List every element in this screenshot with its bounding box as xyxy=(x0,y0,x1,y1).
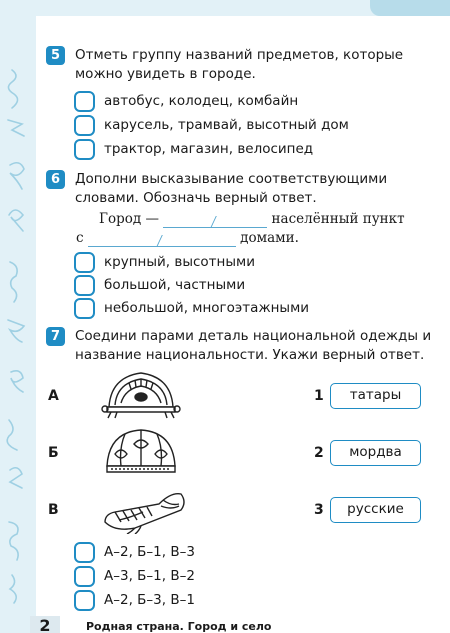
nationality-number: 3 xyxy=(314,502,324,518)
task-number-badge: 5 xyxy=(46,46,65,65)
chapter-title: Родная страна. Город и село xyxy=(86,620,272,633)
nationality-number: 1 xyxy=(314,388,324,404)
answer-checkbox[interactable] xyxy=(74,298,95,319)
nationality-number: 2 xyxy=(314,445,324,461)
worksheet xyxy=(46,0,441,633)
answer-label: А–2, Б–1, В–3 xyxy=(104,544,195,560)
answer-option[interactable] xyxy=(74,138,313,160)
answer-option[interactable] xyxy=(74,297,309,319)
blank-field-2[interactable] xyxy=(88,233,236,247)
answer-option[interactable] xyxy=(74,251,255,273)
answer-checkbox[interactable] xyxy=(74,91,95,112)
item-letter: А xyxy=(48,388,59,404)
answer-label: автобус, колодец, комбайн xyxy=(104,93,299,109)
tatar-skullcap-icon xyxy=(101,424,181,476)
answer-option[interactable] xyxy=(74,565,195,587)
task-question: Соедини парами деталь национальной одежды и название национальности. Укажи верный ответ. xyxy=(75,328,432,363)
answer-label: А–2, Б–3, В–1 xyxy=(104,592,195,608)
nationality-box: мордва xyxy=(330,440,421,466)
answer-label: большой, частными xyxy=(104,277,246,293)
fill-in-sentence-line-2 xyxy=(76,229,299,247)
answer-checkbox[interactable] xyxy=(74,590,95,611)
mordovian-shoe-icon xyxy=(101,484,189,534)
fill-in-sentence-line-1 xyxy=(99,210,405,228)
answer-option[interactable] xyxy=(74,114,349,136)
answer-checkbox[interactable] xyxy=(74,139,95,160)
answer-checkbox[interactable] xyxy=(74,275,95,296)
sentence-text: Город — xyxy=(99,211,159,227)
task-number-badge: 6 xyxy=(46,170,65,189)
answer-label: карусель, трамвай, высотный дом xyxy=(104,117,349,133)
nationality-box: татары xyxy=(330,383,421,409)
blank-field-1[interactable] xyxy=(163,214,267,228)
sentence-text: с xyxy=(76,230,84,246)
sentence-text: населённый пункт xyxy=(271,211,405,227)
task-question: Дополни высказывание соответствующими словами. Обозначь верный ответ. xyxy=(75,171,388,206)
item-letter: Б xyxy=(48,445,59,461)
answer-label: трактор, магазин, велосипед xyxy=(104,141,314,157)
task-question: Отметь группу названий предметов, которые можно увидеть в городе. xyxy=(75,47,404,82)
item-letter: В xyxy=(48,502,59,518)
answer-label: А–3, Б–1, В–2 xyxy=(104,568,195,584)
answer-option[interactable] xyxy=(74,90,298,112)
answer-label: крупный, высотными xyxy=(104,254,255,270)
answer-checkbox[interactable] xyxy=(74,252,95,273)
left-margin-decoration xyxy=(0,0,36,633)
handwriting-decoration-icon xyxy=(0,0,36,633)
answer-checkbox[interactable] xyxy=(74,542,95,563)
answer-option[interactable] xyxy=(74,541,195,563)
answer-option[interactable] xyxy=(74,274,245,296)
page-number: 2 xyxy=(30,616,60,633)
sentence-text: домами. xyxy=(240,230,299,246)
answer-checkbox[interactable] xyxy=(74,566,95,587)
kokoshnik-headdress-icon xyxy=(101,367,181,421)
nationality-box: русские xyxy=(330,497,421,523)
answer-label: небольшой, многоэтажными xyxy=(104,300,310,316)
answer-checkbox[interactable] xyxy=(74,115,95,136)
answer-option[interactable] xyxy=(74,589,195,611)
task-number-badge: 7 xyxy=(46,327,65,346)
